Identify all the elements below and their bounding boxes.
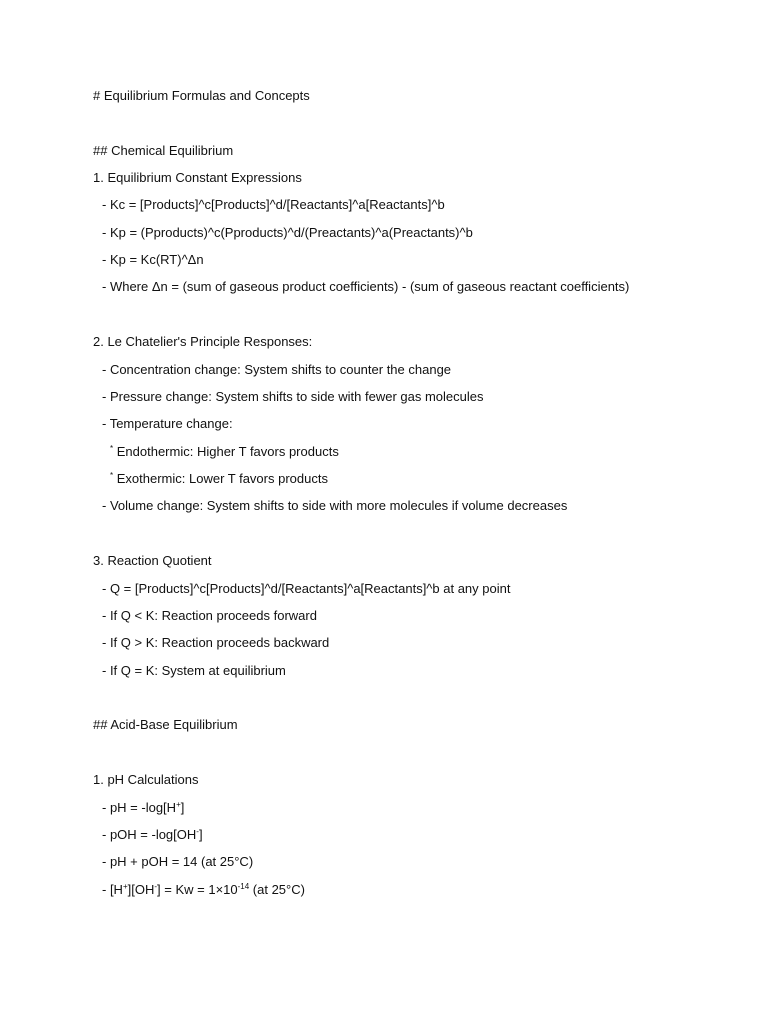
list-item: - If Q < K: Reaction proceeds forward [102,608,317,623]
document-title: # Equilibrium Formulas and Concepts [93,88,310,103]
formula-kp: - Kp = (Pproducts)^c(Pproducts)^d/(Preactants)^a(Preactants)^b [102,225,473,240]
list-item: - If Q = K: System at equilibrium [102,663,286,678]
superscript: + [176,800,181,809]
superscript: -14 [237,882,250,891]
formula-text: ][OH [127,882,155,897]
section-heading-chemical-equilibrium: ## Chemical Equilibrium [93,143,234,158]
formula-text: ] [180,800,185,815]
formula-text: ] = Kw = 1×10 [157,882,238,897]
superscript: - [154,882,158,891]
formula-text: (at 25°C) [249,882,305,897]
formula-kp-kc: - Kp = Kc(RT)^Δn [102,252,204,267]
formula-kc: - Kc = [Products]^c[Products]^d/[Reactants]^a[Reactants]^b [102,197,445,212]
list-item: - Concentration change: System shifts to counter the change [102,362,452,377]
superscript: - [196,827,199,836]
formula-q: - Q = [Products]^c[Products]^d/[Reactants]^a[Reactants]^b at any point [102,581,511,596]
section-heading-acid-base: ## Acid-Base Equilibrium [93,717,238,732]
formula-text: - pOH = -log[OH [102,827,197,842]
formula-delta-n: - Where Δn = (sum of gaseous product coefficients) - (sum of gaseous reactant coefficients) [102,279,630,294]
list-item-title: 1. Equilibrium Constant Expressions [93,170,302,185]
list-item: - Volume change: System shifts to side with more molecules if volume decreases [102,498,568,513]
list-item: - Temperature change: [102,416,233,431]
bullet: * [110,444,114,453]
list-item-title: 2. Le Chatelier's Principle Responses: [93,334,313,349]
superscript: + [122,882,128,891]
list-item: - Pressure change: System shifts to side with fewer gas molecules [102,389,484,404]
list-item: - If Q > K: Reaction proceeds backward [102,635,330,650]
list-item-title: 3. Reaction Quotient [93,553,212,568]
list-item-text: Endothermic: Higher T favors products [116,444,339,459]
list-item-title: 1. pH Calculations [93,772,199,787]
formula-kw [102,882,305,898]
list-item-text: Exothermic: Lower T favors products [116,471,328,486]
list-item [110,444,339,460]
list-item [110,471,328,487]
formula-ph [102,800,184,816]
formula-ph-poh-sum: - pH + pOH = 14 (at 25°C) [102,854,254,869]
formula-text: - [H [102,882,123,897]
formula-text: - pH = -log[H [102,800,177,815]
formula-poh [102,827,203,843]
formula-text: ] [198,827,203,842]
bullet: * [110,471,114,480]
